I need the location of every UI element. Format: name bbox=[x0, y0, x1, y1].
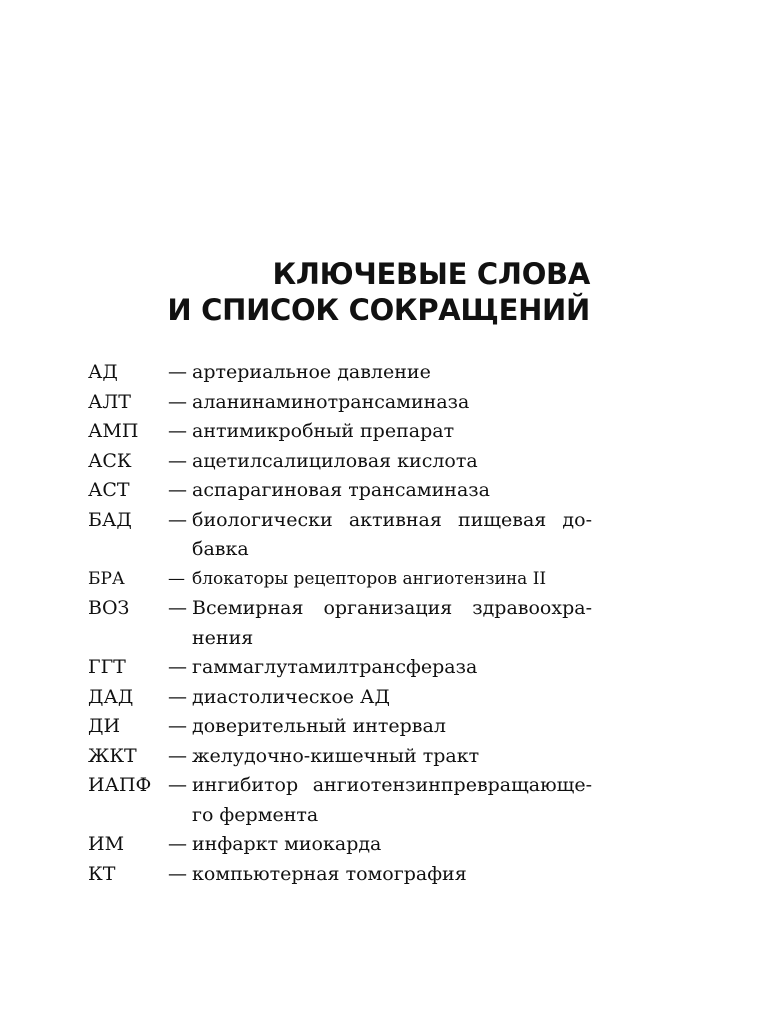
entry-dash: — bbox=[168, 774, 187, 796]
abbreviation-term: ВОЗ bbox=[88, 597, 130, 619]
abbreviation-term: ЖКТ bbox=[88, 744, 137, 767]
definition-line: диастолическое АД bbox=[192, 685, 390, 708]
abbreviation-entry bbox=[88, 742, 592, 772]
abbreviation-term: АД bbox=[88, 361, 118, 383]
abbreviation-entry bbox=[88, 860, 592, 890]
abbreviation-entry bbox=[88, 506, 592, 565]
abbreviation-entry bbox=[88, 594, 592, 653]
abbreviation-entry bbox=[88, 712, 592, 742]
abbreviation-term: ДАД bbox=[88, 685, 134, 708]
entry-dash: — bbox=[168, 685, 187, 708]
entry-dash: — bbox=[168, 833, 187, 855]
abbreviation-entry bbox=[88, 388, 592, 418]
abbreviation-list bbox=[88, 358, 592, 889]
abbreviation-entry bbox=[88, 476, 592, 506]
entry-dash: — bbox=[168, 390, 187, 413]
heading-line-1: КЛЮЧЕВЫЕ СЛОВА bbox=[272, 257, 590, 291]
entry-dash: — bbox=[168, 361, 187, 383]
entry-dash: — bbox=[168, 568, 185, 589]
definition-line: аспарагиновая трансаминаза bbox=[192, 479, 490, 501]
definition-line: бавка bbox=[192, 538, 249, 560]
abbreviation-entry bbox=[88, 653, 592, 683]
definition-line: биологически активная пищевая до- bbox=[192, 508, 592, 531]
definition-line: аланинаминотрансаминаза bbox=[192, 390, 470, 413]
abbreviation-definition bbox=[192, 653, 592, 683]
definition-line: антимикробный препарат bbox=[192, 420, 455, 442]
entry-dash: — bbox=[168, 715, 187, 737]
entry-dash: — bbox=[168, 656, 187, 678]
abbreviation-term: ИМ bbox=[88, 833, 125, 855]
section-heading bbox=[90, 256, 590, 328]
abbreviation-definition bbox=[192, 417, 592, 447]
entry-dash: — bbox=[168, 420, 187, 442]
abbreviation-term: БРА bbox=[88, 568, 125, 589]
abbreviation-term: БАД bbox=[88, 508, 132, 531]
abbreviation-definition bbox=[192, 594, 592, 653]
abbreviation-entry bbox=[88, 417, 592, 447]
abbreviation-entry bbox=[88, 771, 592, 830]
entry-dash: — bbox=[168, 862, 187, 885]
definition-line: ингибитор ангиотензинпревращающе- bbox=[192, 774, 592, 796]
entry-dash: — bbox=[168, 508, 187, 531]
abbreviation-definition bbox=[192, 388, 592, 418]
entry-dash: — bbox=[168, 744, 187, 767]
abbreviation-entry bbox=[88, 683, 592, 713]
abbreviation-term: АСТ bbox=[88, 479, 130, 501]
abbreviation-entry bbox=[88, 447, 592, 477]
definition-line: го фермента bbox=[192, 803, 319, 826]
abbreviation-definition bbox=[192, 358, 592, 388]
definition-line: ацетилсалициловая кислота bbox=[192, 449, 478, 472]
abbreviation-term: ДИ bbox=[88, 715, 121, 737]
abbreviation-definition bbox=[192, 476, 592, 506]
definition-line: доверительный интервал bbox=[192, 715, 446, 737]
abbreviation-definition bbox=[192, 742, 592, 772]
entry-dash: — bbox=[168, 597, 187, 619]
abbreviation-definition bbox=[192, 771, 592, 830]
abbreviation-entry bbox=[88, 830, 592, 860]
definition-line: нения bbox=[192, 626, 254, 649]
abbreviation-definition bbox=[192, 565, 592, 595]
entry-dash: — bbox=[168, 479, 187, 501]
heading-line-2: И СПИСОК СОКРАЩЕНИЙ bbox=[167, 293, 590, 327]
definition-line: желудочно-кишечный тракт bbox=[192, 744, 480, 767]
definition-line: компьютерная томография bbox=[192, 862, 467, 885]
abbreviation-term: КТ bbox=[88, 862, 116, 885]
abbreviation-term: АМП bbox=[88, 420, 139, 442]
abbreviation-definition bbox=[192, 447, 592, 477]
abbreviation-term: АЛТ bbox=[88, 390, 131, 413]
abbreviation-definition bbox=[192, 712, 592, 742]
abbreviation-entry bbox=[88, 565, 592, 595]
abbreviation-term: АСК bbox=[88, 449, 132, 472]
definition-line: Всемирная организация здравоохра- bbox=[192, 597, 592, 619]
abbreviation-entry bbox=[88, 358, 592, 388]
definition-line: блокаторы рецепторов ангиотензина II bbox=[192, 568, 547, 589]
abbreviation-definition bbox=[192, 506, 592, 565]
definition-line: артериальное давление bbox=[192, 361, 431, 383]
abbreviation-definition bbox=[192, 683, 592, 713]
abbreviation-term: ГГТ bbox=[88, 656, 126, 678]
abbreviation-definition bbox=[192, 830, 592, 860]
abbreviation-definition bbox=[192, 860, 592, 890]
definition-line: гаммаглутамилтрансфераза bbox=[192, 656, 478, 678]
abbreviation-term: ИАПФ bbox=[88, 774, 152, 796]
entry-dash: — bbox=[168, 449, 187, 472]
definition-line: инфаркт миокарда bbox=[192, 833, 382, 855]
